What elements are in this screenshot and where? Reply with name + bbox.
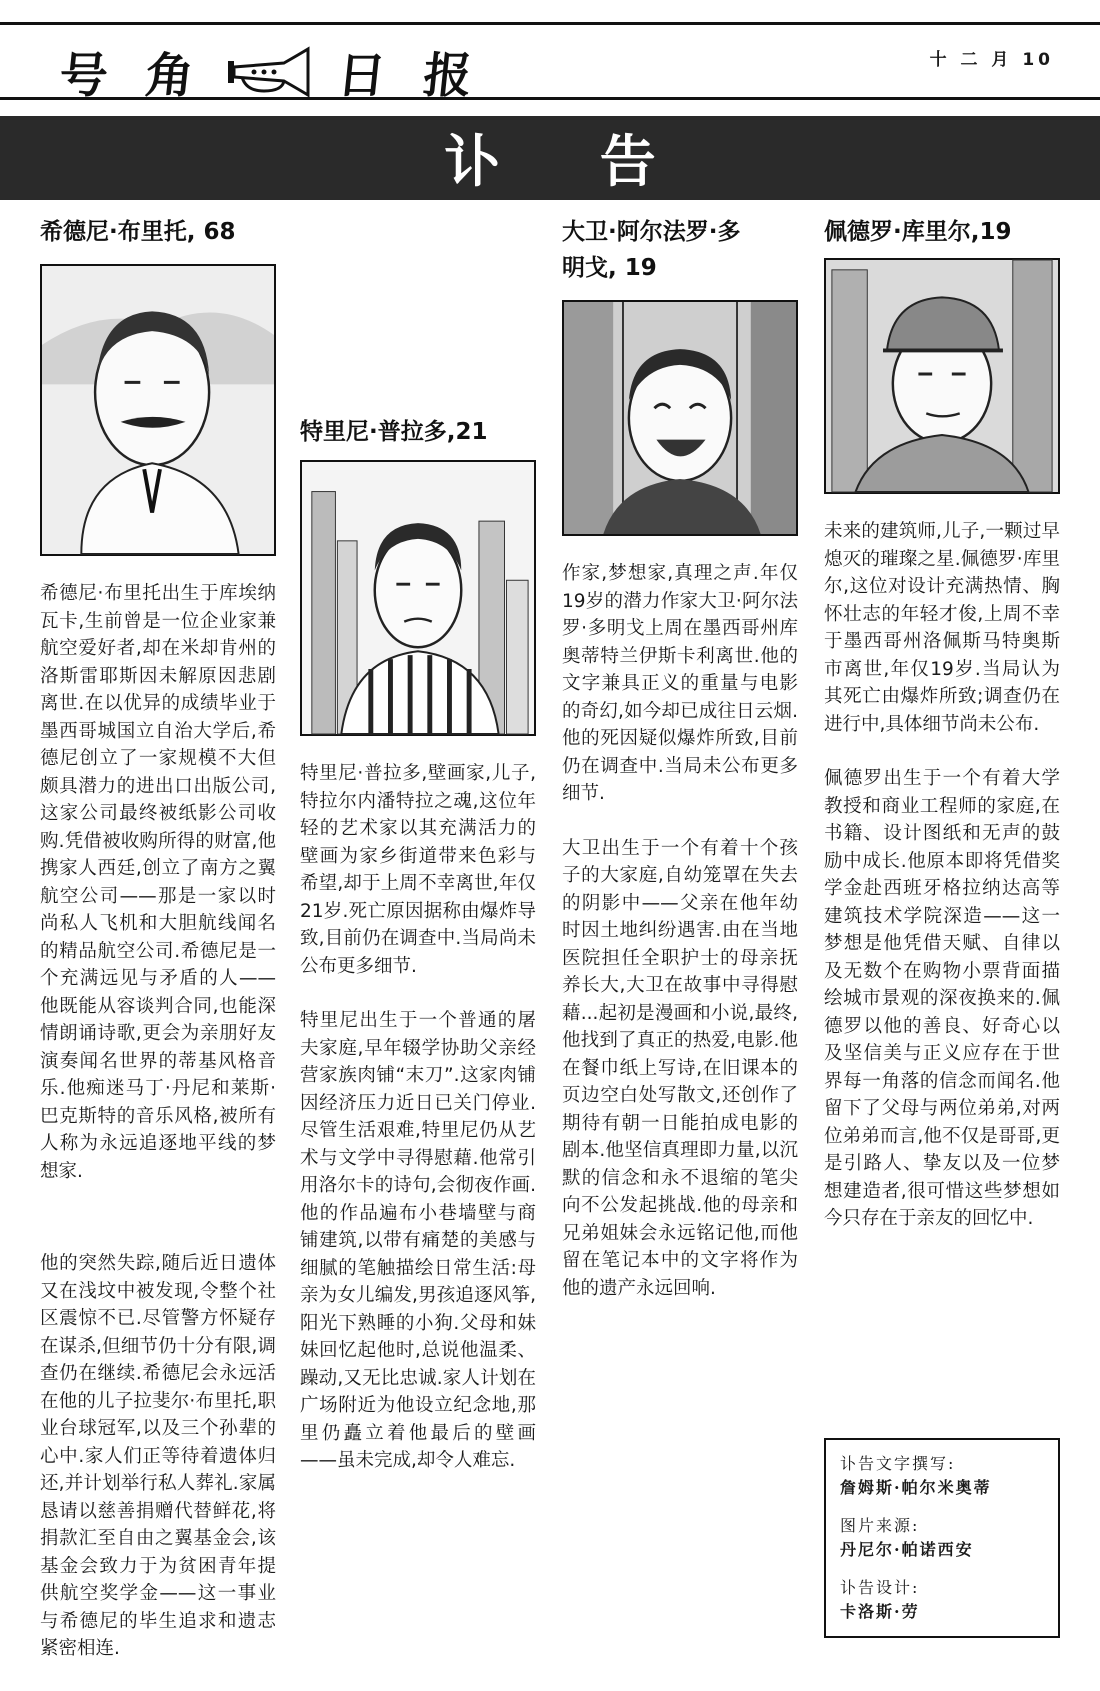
obituary-paragraph: 作家,梦想家,真理之声.年仅19岁的潜力作家大卫·阿尔法罗·多明戈上周在墨西哥州库奥蒂特兰伊斯卡利离世.他的文字兼具正义的重量与电影的奇幻,如今却已成往日云烟.他的死因疑似爆炸所致,目前仍在调查中.当局未公布更多细节. [562,563,798,804]
credit-label: 讣告文字撰写: [840,1454,956,1473]
column-4 [824,214,1060,1260]
credits-box [824,1438,1060,1638]
obituary-name: 希德尼·布里托, 68 [40,219,236,245]
obituary-paragraph: 特里尼·普拉多,壁画家,儿子,特拉尔内潘特拉之魂,这位年轻的艺术家以其充满活力的壁画为家乡街道带来色彩与希望,却于上周不幸离世,年仅21岁.死亡原因据称由爆炸导致,目前仍在调查中.当局尚未公布更多细节. [300,763,536,977]
obituary-paragraph: 希德尼·布里托出生于库埃纳瓦卡,生前曾是一位企业家兼航空爱好者,却在米却肯州的洛斯雷耶斯因未解原因悲剧离世.在以优异的成绩毕业于墨西哥城国立自治大学后,希德尼创立了一家规模不大但颇具潜力的进出口出版公司,这家公司最终被纸影公司收购.凭借被收购所得的财富,他携家人西廷,创立了南方之翼航空公司——那是一家以时尚私人飞机和大胆航线闻名的精品航空公司.希德尼是一个充满远见与矛盾的人——他既能从容谈判合同,也能深情朗诵诗歌,更会为亲朋好友演奏闻名世界的蒂基风格音乐.他痴迷马丁·丹尼和莱斯·巴克斯特的音乐风格,被所有人称为永远追逐地平线的梦想家. [40,583,276,1182]
issue-date: 十 二 月 10 [929,50,1054,70]
obituary-paragraph: 佩德罗出生于一个有着大学教授和商业工程师的家庭,在书籍、设计图纸和无声的鼓励中成长.他原本即将凭借奖学金赴西班牙格拉纳达高等建筑技术学院深造——这一梦想是他凭借天赋、自律以及无数个在购物小票背面描绘城市景观的深夜换来的.佩德罗以他的善良、好奇心以及坚信美与正义应存在于世界每一角落的信念而闻名.他留下了父母与两位弟弟,对两位弟弟而言,他不仅是哥哥,更是引路人、挚友以及一位梦想建造者,很可惜这些梦想如今只存在于亲友的回忆中. [824,768,1060,1229]
title-char: 日 [334,48,389,104]
obituary-text [40,580,276,1185]
section-banner [0,116,1100,200]
obituary-text [824,518,1060,1233]
obituary-text [562,560,798,1302]
obituary-paragraph: 大卫出生于一个有着十个孩子的大家庭,自幼笼罩在失去的阴影中——父亲在他年幼时因土地纠纷遇害.由在当地医院担任全职护士的母亲抚养长大,大卫在故事中寻得慰藉...起初是漫画和小说,最终,他找到了真正的热爱,电影.他在餐巾纸上写诗,在旧课本的页边空白处写散文,还创作了期待有朝一日能拍成电影的剧本.他坚信真理即力量,以沉默的信念和永不退缩的笔尖向不公发起挑战.他的母亲和兄弟姐妹会永远铭记他,而他留在笔记本中的文字将作为他的遗产永远回响. [562,837,798,1299]
credit-label: 图片来源: [840,1516,920,1535]
obituary-paragraph: 特里尼出生于一个普通的屠夫家庭,早年辍学协助父亲经营家族肉铺“末刀”.这家肉铺因经济压力近日已关门停业.尽管生活艰难,特里尼仍从艺术与文学中寻得慰藉.他常引用洛尔卡的诗句,会彻夜作画.他的作品遍布小巷墙壁与商铺建筑,以带有痛楚的美感与细腻的笔触描绘日常生活:母亲为女儿编发,男孩追逐风筝,阳光下熟睡的小狗.父母和妹妹回忆起他时,总说他温柔、躁动,又无比忠诚.家人计划在广场附近为他设立纪念地,那里仍矗立着他最后的壁画——虽未完成,却令人难忘. [300,1010,536,1471]
obituary-name: 大卫·阿尔法罗·多明戈, 19 [562,219,741,281]
obituary-name: 特里尼·普拉多,21 [300,419,488,445]
credit-value: 詹姆斯·帕尔米奥蒂 [840,1478,992,1497]
title-char: 角 [142,48,197,104]
column-1 [40,214,276,1212]
credit-label: 讣告设计: [840,1578,920,1597]
portrait-sidney [40,264,276,556]
credit-value: 丹尼尔·帕诺西安 [840,1540,974,1559]
portrait-pedro [824,258,1060,494]
credit-value: 卡洛斯·劳 [840,1602,920,1621]
title-char: 报 [420,48,475,104]
obituary-text [300,760,536,1475]
portrait-trini [300,460,536,736]
portrait-david [562,300,798,536]
title-char: 号 [56,48,111,104]
obituary-paragraph: 未来的建筑师,儿子,一颗过早熄灭的璀璨之星.佩德罗·库里尔,这位对设计充满热情、胸怀壮志的年轻才俊,上周不幸于墨西哥州洛佩斯马特奥斯市离世,年仅19岁.当局认为其死亡由爆炸所致;调查仍在进行中,具体细节尚未公布. [824,521,1060,735]
section-title: 讣 告 [444,130,696,195]
column-3 [562,214,798,1329]
newspaper-title [56,37,475,106]
obituary-paragraph: 他的突然失踪,随后近日遗体又在浅坟中被发现,令整个社区震惊不已.尽管警方怀疑存在谋杀,但细节仍十分有限,调查仍在继续.希德尼会永远活在他的儿子拉斐尔·布里托,职业台球冠军,以及三个孙辈的心中.家人们正等待着遗体归还,并计划举行私人葬礼.家属恳请以慈善捐赠代替鲜花,将捐款汇至自由之翼基金会,该基金会致力于为贫困青年提供航空奖学金——这一事业与希德尼的毕生追求和遗志紧密相连. [40,1253,276,1659]
masthead [0,22,1100,104]
column-1-cont [40,1250,276,1659]
bugle-horn-icon [224,47,312,97]
obituary-name: 佩德罗·库里尔,19 [824,219,1012,245]
column-2 [300,214,536,1502]
